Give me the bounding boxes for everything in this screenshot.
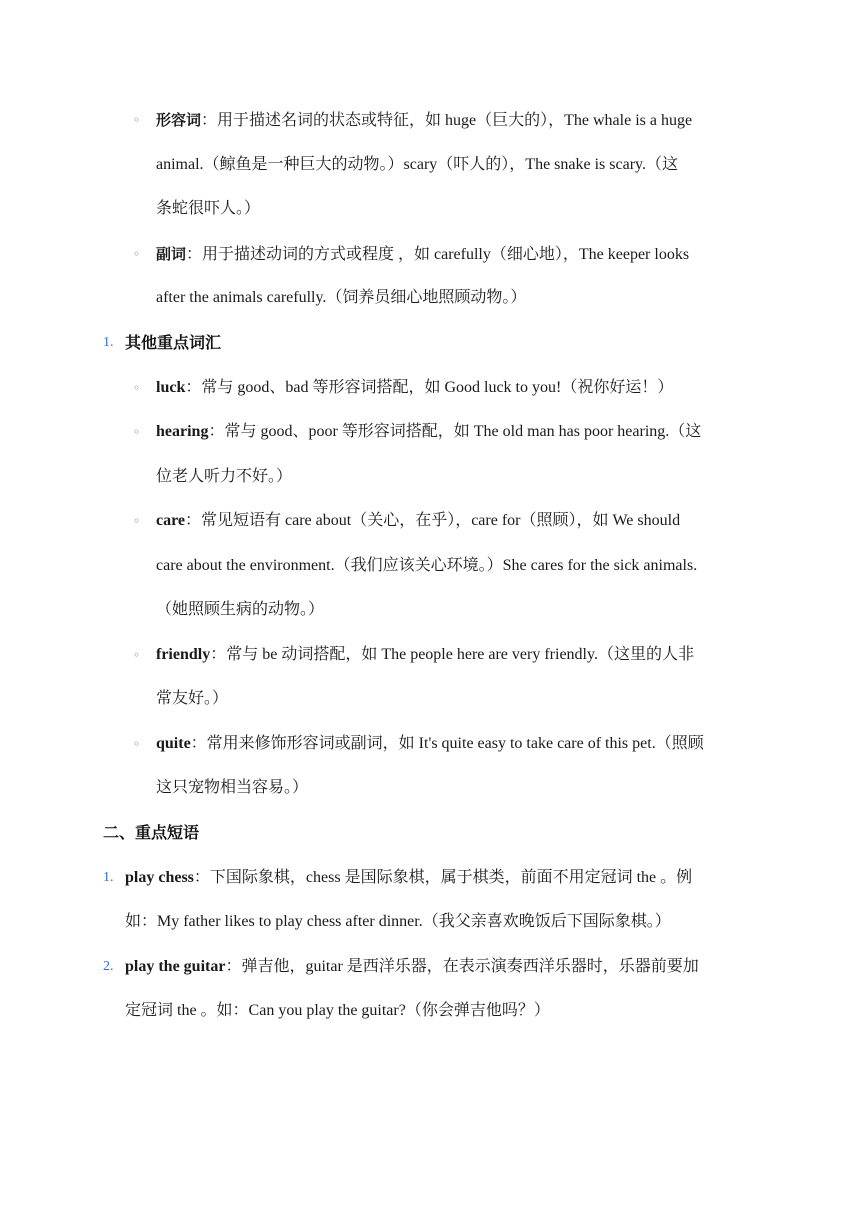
phrase-play-guitar-line-2: 定冠词 the 。如：Can you play the guitar?（你会弹吉他吗？） bbox=[125, 1002, 550, 1019]
vocab-item-quite-line-2: 这只宠物相当容易。） bbox=[156, 779, 309, 796]
adjective-line-2: animal.（鲸鱼是一种巨大的动物。）scary（吓人的），The snake is scary.（这 bbox=[156, 156, 678, 173]
vocab-text: ：常与 good、poor 等形容词搭配，如 The old man has poor hearing.（这 bbox=[208, 423, 702, 440]
vocab-text: ：常与 be 动词搭配，如 The people here are very friendly.（这里的人非 bbox=[210, 646, 694, 663]
adjective-term: 形容词 bbox=[156, 111, 202, 129]
vocab-term-quite: quite bbox=[156, 735, 191, 752]
vocab-item-friendly-line-2: 常友好。） bbox=[156, 690, 229, 707]
phrase-play-chess-line-1 bbox=[125, 866, 692, 890]
vocab-text: ：常见短语有 care about（关心，在乎），care for（照顾），如 We should bbox=[185, 512, 681, 529]
vocab-term-friendly: friendly bbox=[156, 646, 211, 663]
hollow-circle-bullet-icon: ◦ bbox=[133, 247, 141, 261]
vocab-item-hearing-line-2: 位老人听力不好。） bbox=[156, 468, 293, 485]
vocab-term-luck: luck bbox=[156, 379, 186, 396]
adverb-line-1 bbox=[156, 242, 689, 267]
phrase-term-play-guitar: play the guitar bbox=[125, 958, 226, 975]
vocab-item-care-line-2: care about the environment.（我们应该关心环境。）She cares for the sick animals. bbox=[156, 557, 698, 574]
phrase-play-guitar-line-1 bbox=[125, 955, 699, 979]
adverb-text-1: ：用于描述动词的方式或程度 ，如 carefully（细心地），The keeper looks bbox=[186, 246, 690, 263]
hollow-circle-bullet-icon: ◦ bbox=[133, 648, 141, 662]
vocab-term-hearing: hearing bbox=[156, 423, 209, 440]
phrase-text: ：下国际象棋，chess 是国际象棋，属于棋类，前面不用定冠词 the 。例 bbox=[193, 869, 693, 886]
vocab-term-care: care bbox=[156, 512, 186, 529]
adverb-term: 副词 bbox=[156, 245, 187, 263]
phrase-play-chess-line-2: 如：My father likes to play chess after dinner.（我父亲喜欢晚饭后下国际象棋。） bbox=[125, 913, 671, 930]
phrase-term-play-chess: play chess bbox=[125, 869, 194, 886]
hollow-circle-bullet-icon: ◦ bbox=[133, 425, 141, 439]
vocab-item-care-line-1 bbox=[156, 509, 680, 533]
hollow-circle-bullet-icon: ◦ bbox=[133, 113, 141, 127]
other-vocab-heading: 其他重点词汇 bbox=[125, 333, 222, 352]
vocab-item-luck-line-1 bbox=[156, 376, 673, 400]
adverb-line-2: after the animals carefully.（饲养员细心地照顾动物。） bbox=[156, 289, 527, 306]
hollow-circle-bullet-icon: ◦ bbox=[133, 514, 141, 528]
list-number: 1. bbox=[103, 335, 114, 350]
section-2-heading: 二、重点短语 bbox=[103, 823, 200, 842]
vocab-text: ：常用来修饰形容词或副词，如 It's quite easy to take care of this pet.（照顾 bbox=[190, 735, 704, 752]
vocab-item-hearing-line-1 bbox=[156, 420, 701, 444]
hollow-circle-bullet-icon: ◦ bbox=[133, 737, 141, 751]
adjective-text-1: ：用于描述名词的状态或特征，如 huge（巨大的），The whale is a huge bbox=[201, 112, 693, 129]
hollow-circle-bullet-icon: ◦ bbox=[133, 381, 141, 395]
vocab-item-quite-line-1 bbox=[156, 732, 704, 756]
vocab-text: ：常与 good、bad 等形容词搭配，如 Good luck to you!（祝你好运！） bbox=[185, 379, 674, 396]
phrase-text: ：弹吉他，guitar 是西洋乐器，在表示演奏西洋乐器时，乐器前要加 bbox=[225, 958, 699, 975]
vocab-item-care-line-3: （她照顾生病的动物。） bbox=[156, 601, 325, 618]
list-number: 2. bbox=[103, 959, 114, 974]
adjective-line-3: 条蛇很吓人。） bbox=[156, 200, 261, 217]
list-number: 1. bbox=[103, 870, 114, 885]
vocab-item-friendly-line-1 bbox=[156, 643, 694, 667]
adjective-line-1 bbox=[156, 108, 692, 133]
